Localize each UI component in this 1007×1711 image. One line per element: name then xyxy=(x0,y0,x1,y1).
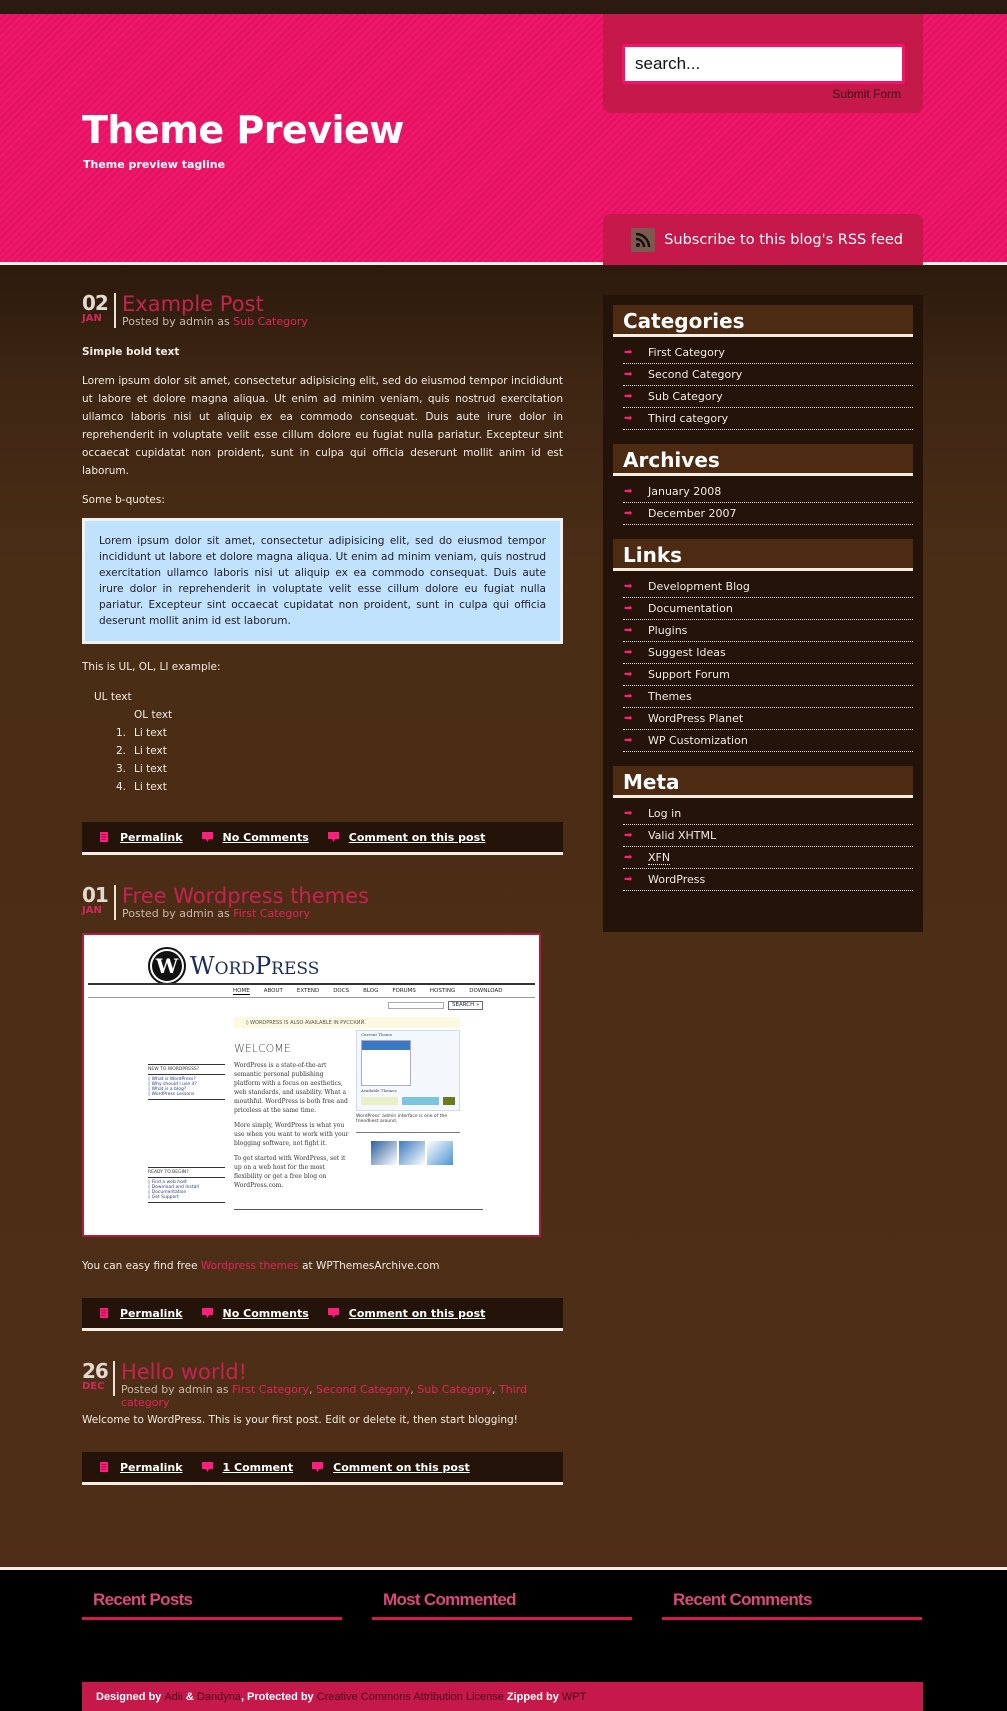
post-meta-prefix: Posted by admin as xyxy=(122,315,230,328)
wp-nav-item: HOSTING xyxy=(429,988,456,994)
post-header xyxy=(82,1359,563,1409)
arrow-right-icon: ➡ xyxy=(624,830,633,841)
post-month: JAN xyxy=(82,905,102,916)
zipper-link[interactable]: WPT xyxy=(561,1690,587,1703)
footer-heading: Recent Posts xyxy=(93,1590,193,1609)
credits-text: Designed by xyxy=(96,1690,162,1703)
license-link[interactable]: Creative Commons Attribution License xyxy=(316,1690,504,1703)
comment-bubble-icon xyxy=(312,1462,323,1472)
arrow-right-icon: ➡ xyxy=(624,413,633,424)
paragraph: Welcome to WordPress. This is your first post. Edit or delete it, then start blogging! xyxy=(82,1414,518,1426)
wp-link: ◊ Find a web host xyxy=(148,1180,187,1185)
list-label: This is UL, OL, LI example: xyxy=(82,661,221,673)
comment-bubble-icon xyxy=(202,1462,213,1472)
login-link[interactable]: Log in xyxy=(648,807,682,820)
archive-link[interactable]: January 2008 xyxy=(648,485,722,498)
wp-link: ◊ What is a blog? xyxy=(148,1087,187,1092)
comment-bubble-icon xyxy=(202,832,213,842)
bquote-label: Some b-quotes: xyxy=(82,494,165,506)
arrow-right-icon: ➡ xyxy=(624,669,633,680)
wordpress-themes-link[interactable]: Wordpress themes xyxy=(200,1260,299,1272)
document-icon xyxy=(99,1462,110,1472)
ol-text: OL text xyxy=(134,709,173,721)
post-category-link[interactable]: Second Category xyxy=(316,1383,411,1396)
meta-widget xyxy=(613,766,913,891)
post-meta xyxy=(122,907,369,920)
post-month: DEC xyxy=(82,1381,105,1392)
list-item xyxy=(623,576,913,598)
list-text: Li text xyxy=(134,745,167,757)
sidebar xyxy=(603,295,923,932)
permalink-item xyxy=(99,1307,183,1320)
list-number: 1. xyxy=(116,727,127,739)
comments-item xyxy=(202,1461,294,1474)
content-column xyxy=(82,293,563,1485)
footer-heading: Recent Comments xyxy=(673,1590,812,1609)
post-date xyxy=(82,1361,109,1393)
arrow-right-icon: ➡ xyxy=(624,713,633,724)
arrow-right-icon: ➡ xyxy=(624,647,633,658)
list-item xyxy=(623,408,913,430)
post-date xyxy=(82,885,110,917)
permalink-item xyxy=(99,831,183,844)
valid-xhtml-link[interactable]: Valid XHTML xyxy=(648,829,717,842)
comment-bubble-icon xyxy=(202,1308,213,1318)
post-title[interactable]: Hello world! xyxy=(120,1360,248,1384)
wp-logo xyxy=(148,947,319,985)
category-link[interactable]: Sub Category xyxy=(648,390,723,403)
blogroll-link[interactable]: WordPress Planet xyxy=(648,712,744,725)
permalink-link[interactable]: Permalink xyxy=(120,830,183,844)
wp-link: ◊ What is WordPress? xyxy=(148,1077,196,1082)
paragraph xyxy=(82,1257,563,1275)
wp-heading: READY TO BEGIN? xyxy=(148,1170,225,1178)
list-item xyxy=(623,386,913,408)
category-link[interactable]: Second Category xyxy=(648,368,743,381)
links-widget xyxy=(613,539,913,752)
arrow-right-icon: ➡ xyxy=(624,603,633,614)
wordpress-logo-icon xyxy=(148,947,186,985)
wordpress-screenshot-image xyxy=(82,933,541,1237)
post-header xyxy=(82,293,563,329)
wp-text xyxy=(234,1061,350,1190)
list-item xyxy=(623,642,913,664)
post-category-link[interactable]: Sub Category xyxy=(417,1383,492,1396)
wp-nav-item: DOWNLOAD xyxy=(469,988,503,994)
recent-comments-column xyxy=(662,1590,922,1620)
wp-ready xyxy=(148,1167,225,1203)
post-meta xyxy=(122,315,308,328)
arrow-right-icon: ➡ xyxy=(624,391,633,402)
wp-nav-item: DOCS xyxy=(333,988,350,994)
list-number: 3. xyxy=(116,763,127,775)
list-item xyxy=(623,686,913,708)
wp-admin-screenshot xyxy=(356,1030,460,1111)
permalink-link[interactable]: Permalink xyxy=(120,1460,183,1474)
list-item xyxy=(623,620,913,642)
list-item xyxy=(623,481,913,503)
wp-nav-item: EXTEND xyxy=(296,988,320,994)
comments-link[interactable]: No Comments xyxy=(222,830,309,844)
list-text: Li text xyxy=(134,781,167,793)
post-day: 26 xyxy=(82,1359,108,1383)
widget-title: Links xyxy=(613,539,913,571)
list-item xyxy=(116,724,563,742)
blogroll-link[interactable]: Support Forum xyxy=(648,668,730,681)
blogroll-link[interactable]: Development Blog xyxy=(648,580,750,593)
arrow-right-icon: ➡ xyxy=(624,625,633,636)
post-category-link[interactable]: First Category xyxy=(232,1383,310,1396)
post-meta: Posted by admin as First Category, Second Category, Sub Category, Third category xyxy=(120,1383,528,1409)
ul-text: UL text xyxy=(94,691,132,703)
list-item xyxy=(623,598,913,620)
list-item xyxy=(623,364,913,386)
rss-feed-link[interactable]: Subscribe to this blog's RSS feed xyxy=(664,231,903,248)
post-date xyxy=(82,293,110,325)
post xyxy=(82,293,563,855)
wp-paragraph: To get started with WordPress, set it up on a web host for the most flexibility or get a free blog on WordPress.com. xyxy=(234,1155,346,1189)
wp-search-button: SEARCH » xyxy=(448,1001,483,1010)
search-input[interactable] xyxy=(622,44,905,84)
arrow-right-icon: ➡ xyxy=(624,486,633,497)
text: at WPThemesArchive.com xyxy=(302,1260,440,1272)
post-meta-prefix: Posted by admin as xyxy=(120,1383,229,1396)
widget-title: Categories xyxy=(613,305,913,337)
wp-link: ◊ Why should I use it? xyxy=(148,1082,197,1087)
credits-bar xyxy=(82,1682,923,1711)
comment-on-post-link[interactable]: Comment on this post xyxy=(333,1460,470,1474)
meta-list xyxy=(613,798,913,891)
blogroll-link[interactable]: Documentation xyxy=(648,602,733,615)
arrow-right-icon: ➡ xyxy=(624,581,633,592)
credits-text: Zipped by xyxy=(506,1690,559,1703)
list-item xyxy=(623,869,913,891)
list-item xyxy=(623,342,913,364)
widget-title: Archives xyxy=(613,444,913,476)
arrow-right-icon: ➡ xyxy=(624,347,633,358)
blogroll-link[interactable]: Suggest Ideas xyxy=(648,646,726,659)
list-item xyxy=(623,803,913,825)
svg-text:W: W xyxy=(155,954,179,978)
list-item xyxy=(116,742,563,760)
comment-bubble-icon xyxy=(328,1308,339,1318)
category-link[interactable]: First Category xyxy=(648,346,725,359)
arrow-right-icon: ➡ xyxy=(624,735,633,746)
wp-heading: NEW TO WORDPRESS? xyxy=(148,1067,225,1075)
blogroll-link[interactable]: Plugins xyxy=(648,624,688,637)
xfn-link[interactable]: XFN xyxy=(648,850,671,864)
wp-new-to xyxy=(148,1064,225,1100)
post-title[interactable]: Example Post xyxy=(122,292,264,316)
ordered-list xyxy=(82,724,563,796)
post-category-link[interactable]: Third category xyxy=(120,1383,528,1409)
wp-nav-item: BLOG xyxy=(363,988,379,994)
arrow-right-icon: ➡ xyxy=(624,874,633,885)
widget-title: Meta xyxy=(613,766,913,798)
categories-widget xyxy=(613,305,913,430)
list-item xyxy=(116,760,563,778)
post-month: JAN xyxy=(82,313,102,324)
document-icon xyxy=(99,1308,110,1318)
date-separator xyxy=(114,293,116,328)
recent-posts-column xyxy=(82,1590,342,1620)
arrow-right-icon: ➡ xyxy=(624,691,633,702)
comment-on-post-link[interactable]: Comment on this post xyxy=(348,830,486,844)
wp-notice: ◊ WORDPRESS IS ALSO AVAILABLE IN РУССКИЙ. xyxy=(234,1017,460,1028)
date-separator xyxy=(114,885,116,920)
date-separator xyxy=(113,1361,115,1396)
list-item xyxy=(116,778,563,796)
site-tagline: Theme preview tagline xyxy=(83,158,226,171)
top-bar xyxy=(0,0,1007,14)
paragraph: Lorem ipsum dolor sit amet, consectetur adipisicing elit, sed do eiusmod tempor incididunt ut labore et dolore magna aliqua. Ut enim ad minim veniam, quis nostrud exercitation ullamco laboris nisi ut aliquip ex ea commodo consequat. Duis aute irure dolor in reprehenderit in voluptate velit esse cillum dolore eu fugiat nulla pariatur. Excepteur sint occaecat cupidatat non proident, sunt in culpa qui officia deserunt mollit anim id est laborum. xyxy=(82,375,563,477)
blogroll-link[interactable]: Themes xyxy=(648,690,692,703)
wp-nav xyxy=(233,988,502,995)
site-header xyxy=(0,14,1007,265)
post-meta-prefix: Posted by admin as xyxy=(122,907,230,920)
post-category-link[interactable]: First Category xyxy=(233,907,311,920)
wp-link: ◊ Download and Install xyxy=(148,1185,199,1190)
post xyxy=(82,885,563,1331)
wp-search-field xyxy=(388,1002,444,1009)
comments-item xyxy=(202,1307,309,1320)
search-submit-button[interactable]: Submit Form xyxy=(832,87,901,101)
comment-on-item xyxy=(328,1307,486,1320)
post-footer xyxy=(82,822,563,855)
list-number: 2. xyxy=(116,745,127,757)
post-category-link[interactable]: Sub Category xyxy=(233,315,308,328)
blogroll-link[interactable]: WP Customization xyxy=(648,734,748,747)
wp-nav-item: FORUMS xyxy=(392,988,416,994)
site-title[interactable]: Theme Preview xyxy=(82,108,404,152)
list-item xyxy=(623,847,913,869)
wp-link: ◊ Documentation xyxy=(148,1190,187,1195)
blockquote: Lorem ipsum dolor sit amet, consectetur adipisicing elit, sed do eiusmod tempor incididunt ut labore et dolore magna aliqua. Ut enim ad minim veniam, quis nostrud exercitation ullamco laboris nisi ut aliquip ex ea commodo consequat. Duis aute irure dolor in reprehenderit in voluptate velit esse cillum dolore eu fugiat nulla pariatur. Excepteur sint occaecat cupidatat non proident, sunt in culpa qui officia deserunt mollit anim id est laborum. xyxy=(82,518,563,644)
post-title[interactable]: Free Wordpress themes xyxy=(122,884,369,908)
designer-link[interactable]: Adii xyxy=(164,1690,183,1703)
credits-text: , Protected by xyxy=(240,1690,314,1703)
wp-logo-text: WordPress xyxy=(190,952,320,980)
wp-welcome: WELCOME xyxy=(234,1042,291,1055)
post-header xyxy=(82,885,563,921)
wp-current-theme: Current Theme xyxy=(361,1032,393,1037)
post-footer xyxy=(82,1452,563,1485)
permalink-link[interactable]: Permalink xyxy=(120,1306,183,1320)
wp-link: ◊ WordPress Lessons xyxy=(148,1092,195,1097)
wp-paragraph: WordPress is a state-of-the-art semantic personal publishing platform with a focus on aesthetics, web standards, and usability. What a mouthful. WordPress is both free and priceless at the same time. xyxy=(234,1062,348,1114)
search-panel xyxy=(603,14,923,113)
wp-nav-item: ABOUT xyxy=(263,988,283,994)
comment-on-post-link[interactable]: Comment on this post xyxy=(348,1306,486,1320)
most-commented-column xyxy=(372,1590,632,1620)
arrow-right-icon: ➡ xyxy=(624,808,633,819)
comment-on-item xyxy=(312,1461,470,1474)
wp-thumbnails xyxy=(371,1141,453,1165)
links-list xyxy=(613,571,913,752)
text: You can easy find free xyxy=(82,1260,198,1272)
list-number: 4. xyxy=(116,781,127,793)
comment-bubble-icon xyxy=(328,832,339,842)
wp-caption: WordPress' admin interface is one of the friendliest around. xyxy=(356,1114,448,1124)
wp-link: ◊ Get Support xyxy=(148,1195,179,1200)
wp-available-themes: Available Themes xyxy=(361,1088,397,1093)
footer-heading: Most Commented xyxy=(383,1590,516,1609)
comments-link[interactable]: No Comments xyxy=(222,1306,309,1320)
arrow-right-icon: ➡ xyxy=(624,852,633,863)
image-content xyxy=(88,939,535,1231)
permalink-item xyxy=(99,1461,183,1474)
category-link[interactable]: Third category xyxy=(648,412,729,425)
post-footer xyxy=(82,1298,563,1331)
archive-link[interactable]: December 2007 xyxy=(648,507,737,520)
archives-list xyxy=(613,476,913,525)
archives-widget xyxy=(613,444,913,525)
list-item xyxy=(623,664,913,686)
bold-text: Simple bold text xyxy=(82,346,180,358)
credits-text: & xyxy=(185,1690,194,1703)
main-area xyxy=(0,265,1007,1570)
site-footer xyxy=(0,1570,1007,1710)
rss-icon[interactable] xyxy=(631,228,655,252)
list-item xyxy=(623,503,913,525)
post xyxy=(82,1361,563,1485)
comments-item xyxy=(202,831,309,844)
wordpress-link[interactable]: WordPress xyxy=(648,873,706,886)
list-item xyxy=(623,708,913,730)
post-body xyxy=(82,1257,563,1275)
arrow-right-icon: ➡ xyxy=(624,508,633,519)
arrow-right-icon: ➡ xyxy=(624,369,633,380)
designer-link[interactable]: Dandyna xyxy=(196,1690,241,1703)
post-day: 01 xyxy=(82,883,108,907)
list-text: Li text xyxy=(134,727,167,739)
list-item xyxy=(623,825,913,847)
wp-nav-item: HOME xyxy=(233,988,250,994)
comment-on-item xyxy=(328,831,486,844)
categories-list xyxy=(613,337,913,430)
post-body xyxy=(82,343,563,796)
post-day: 02 xyxy=(82,291,108,315)
comments-link[interactable]: 1 Comment xyxy=(222,1460,294,1474)
rss-panel xyxy=(603,214,923,265)
wp-paragraph: More simply, WordPress is what you use when you want to work with your blogging software, not fight it. xyxy=(234,1122,349,1147)
document-icon xyxy=(99,832,110,842)
post-body xyxy=(82,1411,563,1429)
list-item xyxy=(623,730,913,752)
list-text: Li text xyxy=(134,763,167,775)
